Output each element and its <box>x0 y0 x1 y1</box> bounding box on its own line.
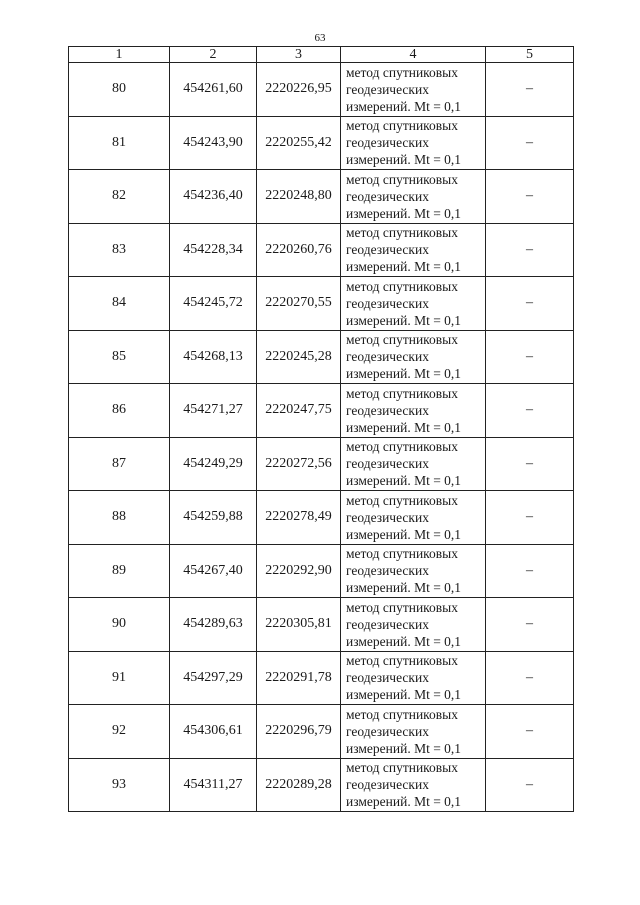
method-line: метод спутниковых <box>346 599 458 615</box>
method-line: геодезических <box>346 81 429 97</box>
point-number-cell: 82 <box>69 170 170 224</box>
method-line: метод спутниковых <box>346 760 458 776</box>
column-header-1: 1 <box>69 47 170 63</box>
method-line: измерений. Mt = 0,1 <box>346 473 462 489</box>
method-cell <box>341 63 486 117</box>
method-line: измерений. Mt = 0,1 <box>346 633 462 649</box>
method-line: геодезических <box>346 135 429 151</box>
table-row <box>69 277 574 331</box>
y-coordinate-cell: 2220260,76 <box>257 223 341 277</box>
method-line: измерений. Mt = 0,1 <box>346 366 462 382</box>
column-header-3: 3 <box>257 47 341 63</box>
point-number-cell: 84 <box>69 277 170 331</box>
table-header <box>69 47 574 63</box>
note-cell: – <box>486 384 574 438</box>
method-cell <box>341 651 486 705</box>
point-number-cell: 92 <box>69 705 170 759</box>
method-line: метод спутниковых <box>346 546 458 562</box>
note-cell: – <box>486 63 574 117</box>
x-coordinate-cell: 454289,63 <box>170 598 257 652</box>
y-coordinate-cell: 2220245,28 <box>257 330 341 384</box>
table-row <box>69 223 574 277</box>
method-line: измерений. Mt = 0,1 <box>346 152 462 168</box>
point-number-cell: 83 <box>69 223 170 277</box>
point-number-cell: 86 <box>69 384 170 438</box>
page-number: 63 <box>314 32 326 44</box>
note-cell: – <box>486 116 574 170</box>
method-line: измерений. Mt = 0,1 <box>346 740 462 756</box>
method-line: геодезических <box>346 723 429 739</box>
column-header-5: 5 <box>486 47 574 63</box>
y-coordinate-cell: 2220305,81 <box>257 598 341 652</box>
x-coordinate-cell: 454297,29 <box>170 651 257 705</box>
method-line: измерений. Mt = 0,1 <box>346 98 462 114</box>
y-coordinate-cell: 2220226,95 <box>257 63 341 117</box>
x-coordinate-cell: 454228,34 <box>170 223 257 277</box>
table-row <box>69 491 574 545</box>
column-header-2: 2 <box>170 47 257 63</box>
point-number-cell: 91 <box>69 651 170 705</box>
note-cell: – <box>486 437 574 491</box>
x-coordinate-cell: 454236,40 <box>170 170 257 224</box>
y-coordinate-cell: 2220255,42 <box>257 116 341 170</box>
method-cell <box>341 330 486 384</box>
y-coordinate-cell: 2220272,56 <box>257 437 341 491</box>
method-line: метод спутниковых <box>346 278 458 294</box>
point-number-cell: 89 <box>69 544 170 598</box>
method-line: геодезических <box>346 563 429 579</box>
y-coordinate-cell: 2220292,90 <box>257 544 341 598</box>
method-line: геодезических <box>346 242 429 258</box>
point-number-cell: 81 <box>69 116 170 170</box>
method-line: геодезических <box>346 777 429 793</box>
method-cell <box>341 116 486 170</box>
x-coordinate-cell: 454249,29 <box>170 437 257 491</box>
method-line: измерений. Mt = 0,1 <box>346 259 462 275</box>
method-line: измерений. Mt = 0,1 <box>346 419 462 435</box>
table-row <box>69 758 574 812</box>
method-line: измерений. Mt = 0,1 <box>346 794 462 810</box>
method-cell <box>341 277 486 331</box>
method-line: метод спутниковых <box>346 118 458 134</box>
x-coordinate-cell: 454261,60 <box>170 63 257 117</box>
method-line: метод спутниковых <box>346 171 458 187</box>
note-cell: – <box>486 651 574 705</box>
method-line: метод спутниковых <box>346 64 458 80</box>
method-line: геодезических <box>346 616 429 632</box>
point-number-cell: 85 <box>69 330 170 384</box>
table-row <box>69 598 574 652</box>
note-cell: – <box>486 758 574 812</box>
method-line: измерений. Mt = 0,1 <box>346 526 462 542</box>
x-coordinate-cell: 454306,61 <box>170 705 257 759</box>
y-coordinate-cell: 2220270,55 <box>257 277 341 331</box>
coordinates-table <box>68 46 574 812</box>
point-number-cell: 88 <box>69 491 170 545</box>
method-cell <box>341 544 486 598</box>
point-number-cell: 80 <box>69 63 170 117</box>
point-number-cell: 93 <box>69 758 170 812</box>
table-row <box>69 705 574 759</box>
point-number-cell: 87 <box>69 437 170 491</box>
method-line: геодезических <box>346 456 429 472</box>
x-coordinate-cell: 454243,90 <box>170 116 257 170</box>
method-cell <box>341 491 486 545</box>
method-line: измерений. Mt = 0,1 <box>346 312 462 328</box>
table-row <box>69 330 574 384</box>
table-body <box>69 63 574 812</box>
table-row <box>69 437 574 491</box>
method-line: измерений. Mt = 0,1 <box>346 580 462 596</box>
y-coordinate-cell: 2220291,78 <box>257 651 341 705</box>
table-row <box>69 63 574 117</box>
x-coordinate-cell: 454271,27 <box>170 384 257 438</box>
x-coordinate-cell: 454268,13 <box>170 330 257 384</box>
method-line: геодезических <box>346 295 429 311</box>
method-line: метод спутниковых <box>346 653 458 669</box>
y-coordinate-cell: 2220248,80 <box>257 170 341 224</box>
method-cell <box>341 598 486 652</box>
note-cell: – <box>486 491 574 545</box>
x-coordinate-cell: 454259,88 <box>170 491 257 545</box>
method-line: метод спутниковых <box>346 385 458 401</box>
method-line: геодезических <box>346 509 429 525</box>
column-header-4: 4 <box>341 47 486 63</box>
table-row <box>69 544 574 598</box>
method-line: метод спутниковых <box>346 332 458 348</box>
method-line: метод спутниковых <box>346 706 458 722</box>
note-cell: – <box>486 705 574 759</box>
method-cell <box>341 758 486 812</box>
y-coordinate-cell: 2220278,49 <box>257 491 341 545</box>
y-coordinate-cell: 2220296,79 <box>257 705 341 759</box>
point-number-cell: 90 <box>69 598 170 652</box>
method-line: измерений. Mt = 0,1 <box>346 687 462 703</box>
note-cell: – <box>486 277 574 331</box>
method-line: геодезических <box>346 670 429 686</box>
x-coordinate-cell: 454245,72 <box>170 277 257 331</box>
method-cell <box>341 170 486 224</box>
table-row <box>69 116 574 170</box>
method-cell <box>341 384 486 438</box>
method-cell <box>341 223 486 277</box>
method-line: геодезических <box>346 188 429 204</box>
method-line: измерений. Mt = 0,1 <box>346 205 462 221</box>
note-cell: – <box>486 170 574 224</box>
table-row <box>69 170 574 224</box>
y-coordinate-cell: 2220247,75 <box>257 384 341 438</box>
method-line: геодезических <box>346 402 429 418</box>
method-line: метод спутниковых <box>346 225 458 241</box>
note-cell: – <box>486 223 574 277</box>
y-coordinate-cell: 2220289,28 <box>257 758 341 812</box>
method-line: метод спутниковых <box>346 439 458 455</box>
header-row <box>69 47 574 63</box>
method-cell <box>341 705 486 759</box>
x-coordinate-cell: 454267,40 <box>170 544 257 598</box>
method-line: метод спутниковых <box>346 492 458 508</box>
note-cell: – <box>486 330 574 384</box>
table-row <box>69 384 574 438</box>
note-cell: – <box>486 598 574 652</box>
method-line: геодезических <box>346 349 429 365</box>
method-cell <box>341 437 486 491</box>
note-cell: – <box>486 544 574 598</box>
table-row <box>69 651 574 705</box>
x-coordinate-cell: 454311,27 <box>170 758 257 812</box>
